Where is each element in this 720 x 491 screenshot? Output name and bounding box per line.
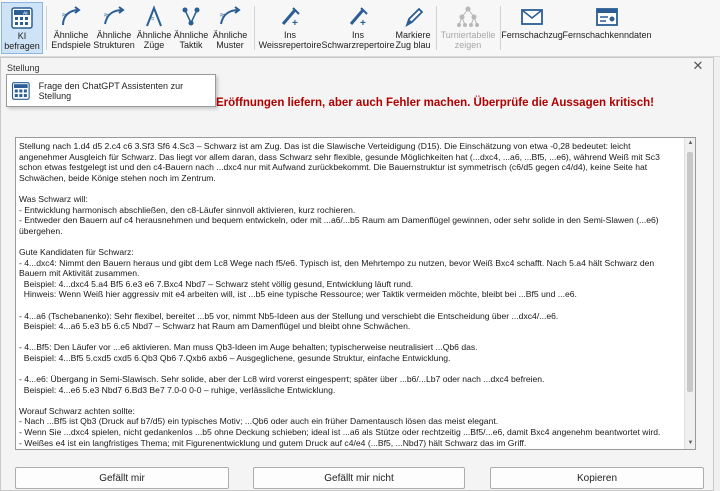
ribbon-separator: [46, 6, 47, 50]
correspondence-data-button[interactable]: [562, 2, 652, 54]
white-repertoire-label: Ins Weissrepertoire: [258, 30, 322, 50]
ribbon-separator: [254, 6, 255, 50]
position-dialog: [0, 57, 714, 491]
svg-text:AI: AI: [23, 10, 28, 16]
response-line: [19, 236, 681, 247]
response-line: Hinweis: Wenn Weiß hier aggressiv mit e4 arbeiten will, ist ...b5 eine typische Ressource; wer Taktik vermeiden möchte, bleibt bei ...Bf5 und ...e6.: [19, 289, 577, 300]
ai-response-textarea[interactable]: [15, 137, 696, 450]
response-line: Beispiel: 4...Bf5 5.cxd5 cxd5 6.Qb3 Qb6 7.Qxb6 axb6 – Ausgeglichene, gesunde Struktur, einfache Entwicklung.: [19, 352, 451, 363]
correspondence-move-icon: [519, 4, 545, 30]
similar-moves-icon: [141, 4, 167, 30]
tournament-table-button[interactable]: [439, 2, 497, 54]
scroll-up-arrow-icon[interactable]: ▲: [687, 140, 694, 146]
similar-structures-label: Ähnliche Strukturen: [93, 30, 135, 50]
black-repertoire-label: Ins Schwarzrepertoire: [321, 30, 395, 50]
ask-ai-tooltip: [6, 74, 216, 107]
similar-endgames-button[interactable]: [49, 2, 93, 54]
scroll-down-arrow-icon[interactable]: ▼: [687, 440, 694, 446]
similar-patterns-icon: [217, 4, 243, 30]
dislike-button[interactable]: Gefällt mir nicht: [253, 467, 465, 489]
response-line: Gute Kandidaten für Schwarz:: [19, 246, 134, 257]
mark-move-blue-icon: [400, 4, 426, 30]
response-line: - 4...Bf5: Den Läufer vor ...e6 aktivieren. Man muss Qb3-Ideen im Auge behalten; typischerweise neutralisiert ...Qb6 das.: [19, 342, 478, 353]
response-line: - Entwicklung harmonisch abschließen, den c8-Läufer sinnvoll aktivieren, kurz rochieren.: [19, 204, 356, 215]
similar-structures-icon: [101, 4, 127, 30]
response-line: - 4...a6 (Tschebanenko): Sehr flexibel, bereitet ...b5 vor, nimmt Nb5-Ideen aus der Stellung und verschiebt die Entscheidung über ...dxc4/...e6.: [19, 310, 559, 321]
dialog-title: Stellung: [7, 63, 40, 73]
response-line: - Wenn Sie ...dxc4 spielen, nicht gedankenlos ...b5 ohne Deckung schieben; ideal ist ...a6 als Stütze oder rechtzeitig ...Bf5/...e6, damit Bxc4 angenehm beantwortet wird.: [19, 427, 661, 438]
copy-button[interactable]: Kopieren: [490, 467, 704, 489]
like-button[interactable]: Gefällt mir: [15, 467, 229, 489]
black-repertoire-button[interactable]: [323, 2, 393, 54]
correspondence-move-label: Fernschachzug: [501, 30, 563, 40]
response-line: Worauf Schwarz achten sollte:: [19, 405, 135, 416]
svg-text:+: +: [292, 18, 298, 29]
response-line: - Entweder den Bauern auf c4 herausnehmen und bequem entwickeln, oder mit ...a6/...b5 Raum am Damenflügel gewinnen, oder sehr solide in den Semi-Slawen (...e6) übergehen.: [19, 215, 662, 236]
svg-text:≈: ≈: [220, 10, 225, 20]
ai-warning-text: Eröffnungen liefern, aber auch Fehler machen. Überprüfe die Aussagen kritisch!: [216, 97, 654, 109]
svg-text:≈: ≈: [62, 10, 67, 20]
ai-chat-icon: [9, 5, 35, 31]
correspondence-move-button[interactable]: [502, 2, 562, 54]
response-line: - Weißes e4 ist ein langfristiges Thema; mit Figurenentwicklung und gutem Druck auf c4/e4 (...Bf5, ...Nbd7) hält Schwarz das im Griff.: [19, 437, 527, 448]
response-line: - Nach ...Bf5 ist Qb3 (Druck auf b7/d5) ein typisches Motiv; ...Qb6 oder auch ein früher Damentausch lösen das meist elegant.: [19, 416, 499, 427]
response-line: Beispiel: 4...e6 5.e3 Nbd7 6.Bd3 Be7 7.0-0 0-0 – ruhige, verlässliche Entwicklung.: [19, 384, 336, 395]
similar-tactics-button[interactable]: [173, 2, 209, 54]
response-line: Beispiel: 4...dxc4 5.a4 Bf5 6.e3 e6 7.Bxc4 Nbd7 – Schwarz steht völlig gesund, Entwicklung läuft rund.: [19, 278, 414, 289]
similar-endgames-label: Ähnliche Endspiele: [51, 30, 91, 50]
correspondence-data-label: Fernschachkenndaten: [562, 30, 652, 40]
ribbon-separator: [500, 6, 501, 50]
similar-patterns-button[interactable]: [209, 2, 251, 54]
ai-response-content: [16, 138, 695, 448]
close-icon[interactable]: ✕: [692, 58, 704, 73]
black-repertoire-icon: [345, 4, 371, 30]
white-repertoire-icon: [277, 4, 303, 30]
similar-patterns-label: Ähnliche Muster: [212, 30, 248, 50]
response-line: [19, 300, 681, 311]
similar-tactics-label: Ähnliche Taktik: [173, 30, 209, 50]
svg-text:≈: ≈: [150, 14, 155, 23]
ask-ai-label: KI befragen: [4, 31, 40, 51]
mark-move-blue-label: Markiere Zug blau: [395, 30, 431, 50]
vertical-scrollbar[interactable]: [684, 138, 695, 449]
response-line: [19, 363, 681, 374]
ai-chat-icon: [11, 81, 31, 101]
svg-text:+: +: [360, 18, 366, 29]
ask-ai-button[interactable]: [1, 2, 43, 54]
similar-moves-label: Ähnliche Züge: [136, 30, 172, 50]
response-line: Beispiel: 4...a6 5.e3 b5 6.c5 Nbd7 – Schwarz hat Raum am Damenflügel und bleibt ohne Schwächen.: [19, 321, 411, 332]
response-line: Was Schwarz will:: [19, 193, 88, 204]
response-line: [19, 395, 681, 406]
similar-endgames-icon: [58, 4, 84, 30]
similar-structures-button[interactable]: [93, 2, 135, 54]
svg-text:≈: ≈: [104, 10, 109, 20]
response-line: Stellung nach 1.d4 d5 2.c4 c6 3.Sf3 Sf6 4.Sc3 – Schwarz ist am Zug. Das ist die Slawische Verteidigung (D15). Die Einschätzung von etwa -0,28 bedeutet: leicht angenehmer Ausgleich für Schwarz. Das liegt vor allem daran, dass Schwarz sehr flexible, gesunde Möglichkeiten hat (...dxc4, ...a6, ...Bf5, ...e6), während Weiß mit Sc3 schon etwas festgelegt ist und den c4-Bauern nach ...dxc4 nur mit Aufwand zurückbekommt. Die Bauernstruktur ist symmetrisch (c6/d5 gegen c4/d4), keine Seite hat Schwächen, beide Könige stehen noch im Zentrum.: [19, 141, 663, 183]
similar-moves-button[interactable]: [135, 2, 173, 54]
similar-tactics-icon: [178, 4, 204, 30]
correspondence-data-icon: [594, 4, 620, 30]
response-line: [19, 183, 681, 194]
white-repertoire-button[interactable]: [257, 2, 323, 54]
response-line: - 4...dxc4: Nimmt den Bauern heraus und gibt dem Lc8 Wege nach f5/e6. Typisch ist, den Mehrtempo zu nutzen, bevor Weiß Bxc4 schafft. Nach 5.a4 hält Schwarz den Bauern mit Aktivität zusammen.: [19, 257, 657, 279]
ribbon-toolbar: [0, 0, 720, 57]
scrollbar-thumb[interactable]: [687, 152, 693, 392]
tournament-table-icon: [455, 4, 481, 30]
tooltip-text: Frage den ChatGPT Assistenten zur Stellung: [38, 80, 184, 101]
response-line: [19, 332, 681, 343]
tournament-table-label: Turniertabelle zeigen: [440, 30, 496, 50]
response-line: - 4...e6: Übergang in Semi-Slawisch. Sehr solide, aber der Lc8 wird vorerst eingesperrt; später über ...b6/...Lb7 oder nach ...dxc4 befreien.: [19, 374, 545, 385]
mark-move-blue-button[interactable]: [393, 2, 433, 54]
ribbon-separator: [436, 6, 437, 50]
